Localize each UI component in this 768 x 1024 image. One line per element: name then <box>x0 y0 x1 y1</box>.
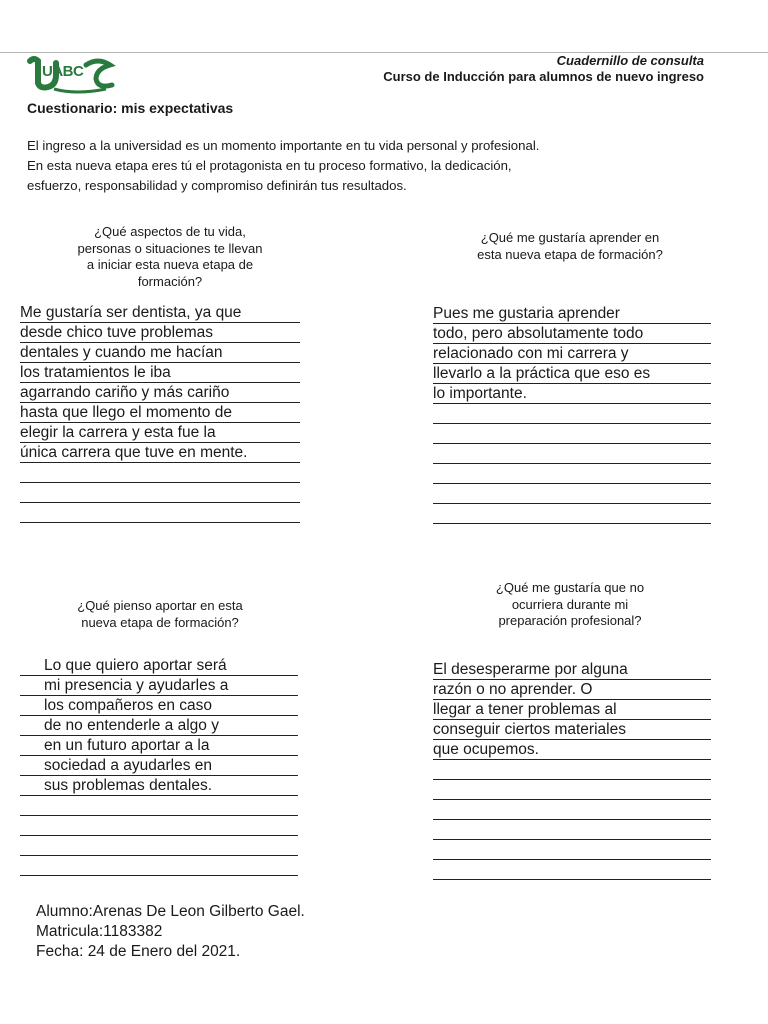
answer-line <box>433 760 711 780</box>
section-title: Cuestionario: mis expectativas <box>27 100 234 116</box>
answer-line: sociedad a ayudarles en <box>20 756 298 776</box>
question-4 <box>420 580 720 630</box>
answer-line <box>20 503 300 523</box>
answer-line: sus problemas dentales. <box>20 776 298 796</box>
question-2 <box>420 230 720 263</box>
answer-line <box>433 780 711 800</box>
header-subtitle-2: Curso de Inducción para alumnos de nuevo ingreso <box>383 69 704 84</box>
answer-line: mi presencia y ayudarles a <box>20 676 298 696</box>
uabc-logo <box>26 55 118 95</box>
answer-line: llevarlo a la práctica que eso es <box>433 364 711 384</box>
answer-line <box>433 820 711 840</box>
question-line: ¿Qué aspectos de tu vida, <box>94 224 246 239</box>
answer-line: lo importante. <box>433 384 711 404</box>
answer-line: de no entenderle a algo y <box>20 716 298 736</box>
answer-line: los compañeros en caso <box>20 696 298 716</box>
answer-line <box>20 856 298 876</box>
intro-line: El ingreso a la universidad es un momento importante en tu vida personal y profesional. <box>27 138 540 153</box>
answer-line <box>20 483 300 503</box>
intro-line: esfuerzo, responsabilidad y compromiso definirán tus resultados. <box>27 178 407 193</box>
answer-line <box>20 463 300 483</box>
answer-line: relacionado con mi carrera y <box>433 344 711 364</box>
date: Fecha: 24 de Enero del 2021. <box>36 943 241 960</box>
student-info <box>36 902 305 962</box>
answer-line <box>433 860 711 880</box>
answer-line: Me gustaría ser dentista, ya que <box>20 303 300 323</box>
answer-line <box>433 484 711 504</box>
answer-1 <box>20 303 300 523</box>
answer-line: Pues me gustaria aprender <box>433 304 711 324</box>
question-1 <box>20 224 320 290</box>
answer-line: todo, pero absolutamente todo <box>433 324 711 344</box>
answer-line: conseguir ciertos materiales <box>433 720 711 740</box>
question-line: preparación profesional? <box>498 613 642 628</box>
header-subtitle-1: Cuadernillo de consulta <box>556 53 704 68</box>
answer-line <box>20 816 298 836</box>
answer-line <box>433 404 711 424</box>
answer-line: que ocupemos. <box>433 740 711 760</box>
answer-2 <box>433 304 711 524</box>
logo-text: UABC <box>42 63 84 80</box>
answer-line <box>433 464 711 484</box>
answer-line: Lo que quiero aportar será <box>20 656 298 676</box>
answer-line: en un futuro aportar a la <box>20 736 298 756</box>
answer-line: hasta que llego el momento de <box>20 403 300 423</box>
question-line: a iniciar esta nueva etapa de <box>86 257 254 272</box>
answer-line: elegir la carrera y esta fue la <box>20 423 300 443</box>
answer-line: llegar a tener problemas al <box>433 700 711 720</box>
answer-line: razón o no aprender. O <box>433 680 711 700</box>
question-line: esta nueva etapa de formación? <box>477 246 663 262</box>
answer-line <box>433 424 711 444</box>
answer-line <box>433 840 711 860</box>
question-3 <box>20 598 300 631</box>
question-line: nueva etapa de formación? <box>81 614 239 630</box>
intro-paragraph <box>27 136 717 196</box>
answer-line: dentales y cuando me hacían <box>20 343 300 363</box>
answer-line: agarrando cariño y más cariño <box>20 383 300 403</box>
answer-line <box>433 504 711 524</box>
question-line: formación? <box>137 273 203 289</box>
question-line: personas o situaciones te llevan <box>77 240 263 256</box>
answer-line <box>20 796 298 816</box>
question-line: ¿Qué me gustaría que no <box>495 580 645 595</box>
answer-line: El desesperarme por alguna <box>433 660 711 680</box>
answer-line <box>433 444 711 464</box>
intro-line: En esta nueva etapa eres tú el protagonista en tu proceso formativo, la dedicación, <box>27 158 512 173</box>
student-name: Alumno:Arenas De Leon Gilberto Gael. <box>36 903 305 920</box>
question-line: ocurriera durante mi <box>511 596 629 612</box>
answer-line <box>433 800 711 820</box>
answer-line: desde chico tuve problemas <box>20 323 300 343</box>
question-line: ¿Qué me gustaría aprender en <box>480 230 660 245</box>
student-id: Matricula:1183382 <box>36 923 163 940</box>
answer-line <box>20 836 298 856</box>
answer-3 <box>20 656 298 876</box>
answer-line: los tratamientos le iba <box>20 363 300 383</box>
answer-4 <box>433 660 711 880</box>
question-line: ¿Qué pienso aportar en esta <box>77 598 243 613</box>
answer-line: única carrera que tuve en mente. <box>20 443 300 463</box>
